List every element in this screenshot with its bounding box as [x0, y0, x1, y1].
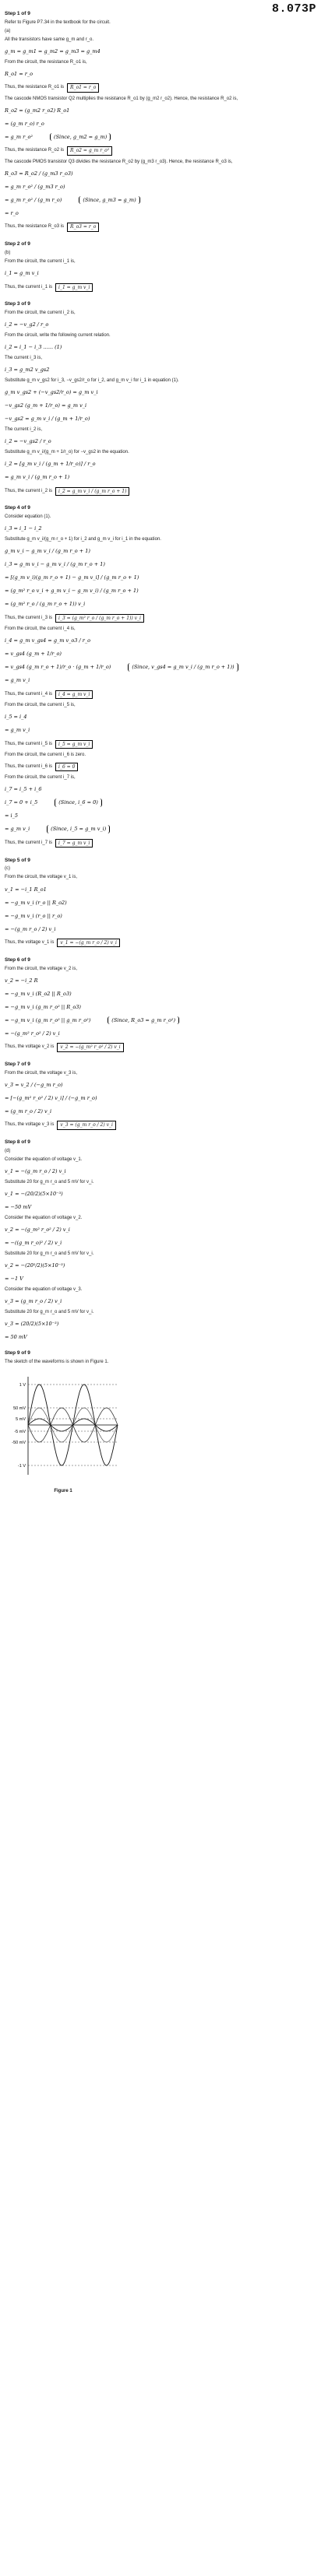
equation: g_m v_i − g_m v_i / (g_m r_o + 1)	[5, 548, 90, 555]
result-line	[5, 485, 295, 497]
equation: = g_m v_i	[5, 727, 30, 734]
step-title: Step 5 of 9	[5, 857, 30, 863]
result-label: Thus, the current i_1 is	[5, 284, 53, 290]
waveform-plot	[5, 1370, 122, 1479]
equation: = −(g_m r_o / 2) v_i	[5, 925, 56, 932]
step-title: Step 8 of 9	[5, 1139, 30, 1145]
result-label: Thus, the resistance R_o2 is	[5, 148, 65, 153]
equation: = g_m v_i / (g_m r_o + 1)	[5, 474, 70, 481]
result-line	[5, 761, 295, 774]
equation: = r_o	[5, 210, 19, 217]
equation: i_2 = [g_m v_i / (g_m + 1/r_o)] / r_o	[5, 461, 96, 468]
explanation-text: Substitute 20 for g_m r_o and 5 mV for v_i.	[5, 1179, 94, 1184]
equation: R_o3 = R_o2 / (g_m3 r_o3)	[5, 170, 73, 177]
equation: = −g_m v_i (r_o || r_o)	[5, 912, 62, 919]
result-label: Thus, the current i_3 is	[5, 615, 53, 620]
equation: = 50 mV	[5, 1333, 27, 1340]
equation: i_2 = −v_gs2 / r_o	[5, 438, 51, 445]
boxed-result: v_1 = −(g_m r_o / 2) v_i	[57, 939, 120, 948]
equation: i_7 = 0 + i_5	[5, 799, 38, 806]
step-title: Step 4 of 9	[5, 505, 30, 511]
explanation-text: The cascode PMOS transistor Q3 divides the resistance R_o2 by (g_m3 r_o3). Hence, the resistance R_o3 is,	[5, 159, 233, 164]
explanation-text: (c)	[5, 866, 10, 872]
result-label: Thus, the resistance R_o3 is	[5, 224, 65, 230]
step-title: Step 9 of 9	[5, 1350, 30, 1356]
explanation-text: Consider the equation of voltage v_1.	[5, 1156, 83, 1162]
figure-caption: Figure 1	[54, 1489, 72, 1494]
explanation-text: From the circuit, the resistance R_o1 is,	[5, 59, 87, 65]
boxed-result: i_4 = g_m v_i	[55, 690, 93, 700]
boxed-result: R_o1 = r_o	[67, 83, 99, 93]
explanation-text: Substitute g_m v_i/(g_m + 1/r_o) for −v_gs2 in the equation.	[5, 450, 129, 455]
equation: i_4 = g_m v_gs4 = g_m v_o3 / r_o	[5, 637, 91, 644]
equation: = (g_m r_o) r_o	[5, 121, 44, 128]
boxed-result: v_2 = −(g_m² r_o² / 2) v_i	[57, 1043, 123, 1052]
equation: = [−(g_m² r_o² / 2) v_i] / (−g_m r_o)	[5, 1094, 97, 1101]
equation: v_1 = −(g_m r_o / 2) v_i	[5, 1167, 66, 1174]
explanation-text: (d)	[5, 1148, 11, 1153]
boxed-result: R_o3 = r_o	[67, 223, 99, 232]
y-tick-label: 50 mV	[13, 1406, 26, 1412]
result-line	[5, 1119, 295, 1132]
result-label: Thus, the current i_7 is	[5, 840, 53, 845]
result-line	[5, 612, 295, 625]
step-section	[5, 1139, 295, 1342]
explanation-text: From the circuit, the current i_6 is zero.	[5, 753, 86, 758]
result-line	[5, 689, 295, 701]
result-label: Thus, the current i_6 is	[5, 763, 53, 769]
equation: = −(g_m² r_o² / 2) v_i	[5, 1030, 60, 1037]
equation: v_3 = (g_m r_o / 2) v_i	[5, 1297, 62, 1304]
boxed-result: i_6 = 0	[55, 763, 78, 772]
equation: v_1 = −i_1 R_o1	[5, 886, 47, 893]
boxed-result: i_3 = (g_m² r_o / (g_m r_o + 1)) v_i	[55, 614, 144, 623]
equation: = i_5	[5, 812, 18, 819]
step-title: Step 1 of 9	[5, 11, 30, 16]
step-section	[5, 957, 295, 1054]
result-line	[5, 82, 295, 94]
explanation-text: The current i_3 is,	[5, 356, 43, 361]
equation-with-note	[5, 195, 295, 205]
explanation-text: Consider the equation of voltage v_2.	[5, 1215, 83, 1220]
y-tick-label: -5 mV	[14, 1430, 26, 1435]
equation-note: (Since, g_m3 = g_m)	[79, 196, 139, 204]
boxed-result: i_7 = g_m v_i	[55, 839, 93, 848]
explanation-text: Consider equation (1).	[5, 514, 51, 520]
equation: i_3 = g_m2 v_gs2	[5, 367, 50, 374]
result-line	[5, 145, 295, 157]
y-tick-label: -1 V	[17, 1464, 26, 1469]
step-section	[5, 11, 295, 233]
equation: = g_m r_o²	[5, 134, 34, 141]
equation: = g_m r_o² / (g_m r_o)	[5, 197, 62, 204]
equation-with-note	[5, 132, 295, 142]
equation: v_3 = v_2 / (−g_m r_o)	[5, 1081, 63, 1088]
equation: = (g_m² r_o / (g_m r_o + 1)) v_i	[5, 601, 86, 608]
equation: i_3 = i_1 − i_2	[5, 525, 42, 532]
equation: = g_m v_i	[5, 677, 30, 684]
equation-note: (Since, i_6 = 0)	[55, 798, 102, 806]
equation-with-note	[5, 1015, 295, 1026]
result-label: Thus, the voltage v_2 is	[5, 1044, 55, 1049]
result-label: Thus, the resistance R_o1 is	[5, 85, 65, 90]
result-label: Thus, the voltage v_1 is	[5, 939, 55, 945]
explanation-text: From the circuit, the current i_2 is,	[5, 311, 76, 316]
equation-with-note	[5, 662, 295, 673]
equation: −v_gs2 = g_m v_i / (g_m + 1/r_o)	[5, 416, 90, 423]
equation: = [(g_m v_i)(g_m r_o + 1) − g_m v_i] / (g_m r_o + 1)	[5, 574, 139, 581]
boxed-result: i_2 = g_m v_i / (g_m r_o + 1)	[55, 487, 129, 497]
explanation-text: From the circuit, the voltage v_3 is,	[5, 1070, 78, 1076]
equation: R_o2 = (g_m2 r_o2) R_o1	[5, 107, 70, 114]
equation: = g_m v_i	[5, 826, 30, 833]
equation: = (g_m r_o / 2) v_i	[5, 1107, 52, 1114]
explanation-text: (b)	[5, 251, 11, 255]
equation: v_1 = −(20/2)(5×10⁻³)	[5, 1190, 63, 1197]
equation-note: (Since, i_5 = g_m v_i)	[47, 825, 110, 833]
explanation-text: Substitute 20 for g_m r_o and 5 mV for v_i.	[5, 1309, 94, 1314]
explanation-text: From the circuit, the current i_1 is,	[5, 259, 76, 264]
explanation-text: From the circuit, the current i_4 is,	[5, 626, 76, 632]
equation: i_7 = i_5 + i_6	[5, 786, 42, 793]
equation: = −g_m v_i (R_o2 || R_o3)	[5, 990, 72, 997]
equation: R_o1 = r_o	[5, 71, 34, 78]
equation: g_m v_gs2 + (−v_gs2/r_o) = g_m v_i	[5, 389, 98, 396]
step-title: Step 7 of 9	[5, 1061, 30, 1067]
equation: = −g_m v_i (g_m r_o² || R_o3)	[5, 1003, 81, 1010]
result-line	[5, 837, 295, 850]
result-label: Thus, the current i_4 is	[5, 691, 53, 697]
explanation-text: The sketch of the waveforms is shown in Figure 1.	[5, 1359, 109, 1364]
explanation-text: Substitute 20 for g_m r_o and 5 mV for v_i.	[5, 1251, 94, 1256]
result-line	[5, 281, 295, 293]
step-section	[5, 858, 295, 949]
equation: i_1 = g_m v_i	[5, 270, 39, 277]
explanation-text: From the circuit, the voltage v_1 is,	[5, 875, 78, 880]
equation: = g_m r_o² / (g_m3 r_o)	[5, 184, 65, 191]
step-title: Step 3 of 9	[5, 301, 30, 307]
equation: = −((g_m r_o)² / 2) v_i	[5, 1239, 62, 1246]
step-section	[5, 241, 295, 293]
solution-content	[5, 3, 295, 1495]
explanation-text: From the circuit, the current i_5 is,	[5, 703, 76, 708]
equation: = −50 mV	[5, 1203, 32, 1210]
equation: g_m = g_m1 = g_m2 = g_m3 = g_m4	[5, 48, 101, 55]
equation: v_2 = −(g_m² r_o² / 2) v_i	[5, 1226, 70, 1233]
equation: = −g_m v_i (r_o || R_o2)	[5, 899, 67, 906]
result-label: Thus, the current i_5 is	[5, 741, 53, 746]
boxed-result: v_3 = (g_m r_o / 2) v_i	[57, 1121, 116, 1130]
equation: = (g_m² r_o v_i + g_m v_i − g_m v_i) / (g_m r_o + 1)	[5, 588, 139, 595]
result-line	[5, 1041, 295, 1054]
y-tick-label: 5 mV	[16, 1417, 26, 1423]
equation: −v_gs2 (g_m + 1/r_o) = g_m v_i	[5, 402, 87, 409]
equation-note: (Since, R_o3 = g_m r_o²)	[108, 1016, 179, 1024]
explanation-text: From the circuit, write the following current relation.	[5, 333, 111, 339]
equation: i_5 = i_4	[5, 714, 27, 721]
explanation-text: The cascode NMOS transistor Q2 multiplies the resistance R_o1 by (g_m2 r_o2). Hence, the resistance R_o2 is,	[5, 96, 238, 101]
waveform-figure	[5, 1370, 122, 1487]
explanation-text: (a)	[5, 28, 11, 33]
equation-with-note	[5, 824, 295, 835]
equation: i_2 = −v_g2 / r_o	[5, 321, 49, 328]
equation-note: (Since, v_gs4 = g_m v_i / (g_m r_o + 1))	[128, 663, 238, 671]
explanation-text: From the circuit, the current i_7 is,	[5, 775, 76, 781]
explanation-text: Substitute g_m v_gs2 for i_3, −v_gs2/r_o for i_2, and g_m v_i for i_1 in equation (1).	[5, 378, 179, 384]
y-tick-label: 1 V	[19, 1383, 26, 1388]
result-label: Thus, the current i_2 is	[5, 488, 53, 493]
boxed-result: i_5 = g_m v_i	[55, 740, 93, 749]
equation: i_2 = i_1 − i_3 ...... (1)	[5, 344, 62, 351]
explanation-text: The current i_2 is,	[5, 427, 43, 433]
result-label: Thus, the voltage v_3 is	[5, 1122, 55, 1128]
boxed-result: R_o2 = g_m r_o²	[67, 146, 112, 156]
step-section	[5, 1350, 295, 1366]
y-tick-label: -50 mV	[12, 1441, 26, 1446]
explanation-text: Consider the equation of voltage v_3.	[5, 1286, 83, 1292]
result-line	[5, 221, 295, 233]
step-section	[5, 301, 295, 497]
equation: = −g_m v_i (g_m r_o² || g_m r_o²)	[5, 1016, 91, 1023]
step-title: Step 6 of 9	[5, 956, 30, 963]
equation: v_2 = −i_2 R	[5, 977, 38, 984]
equation: = v_gs4 (g_m + 1/r_o)	[5, 651, 62, 658]
equation: = −1 V	[5, 1275, 23, 1282]
problem-number: 8.073P	[271, 2, 316, 16]
equation: = v_gs4 (g_m r_o + 1)/r_o · (g_m + 1/r_o)	[5, 664, 111, 671]
step-section	[5, 1062, 295, 1132]
explanation-text: From the circuit, the voltage v_2 is,	[5, 966, 78, 971]
equation: v_3 = (20/2)(5×10⁻³)	[5, 1320, 59, 1327]
equation-note: (Since, g_m2 = g_m)	[50, 133, 111, 141]
equation-with-note	[5, 798, 295, 809]
explanation-text: Substitute g_m v_i/(g_m r_o + 1) for i_2 and g_m v_i for i_1 in the equation.	[5, 537, 161, 542]
boxed-result: i_1 = g_m v_i	[55, 283, 93, 293]
step-section	[5, 505, 295, 849]
step-title: Step 2 of 9	[5, 241, 30, 247]
equation: v_2 = −(20²/2)(5×10⁻³)	[5, 1262, 65, 1269]
result-line	[5, 937, 295, 949]
result-line	[5, 739, 295, 751]
equation: i_3 = g_m v_i − g_m v_i / (g_m r_o + 1)	[5, 561, 105, 568]
explanation-text: All the transistors have same g_m and r_o.	[5, 37, 94, 42]
explanation-text: Refer to Figure P7.34 in the textbook for the circuit.	[5, 19, 111, 25]
